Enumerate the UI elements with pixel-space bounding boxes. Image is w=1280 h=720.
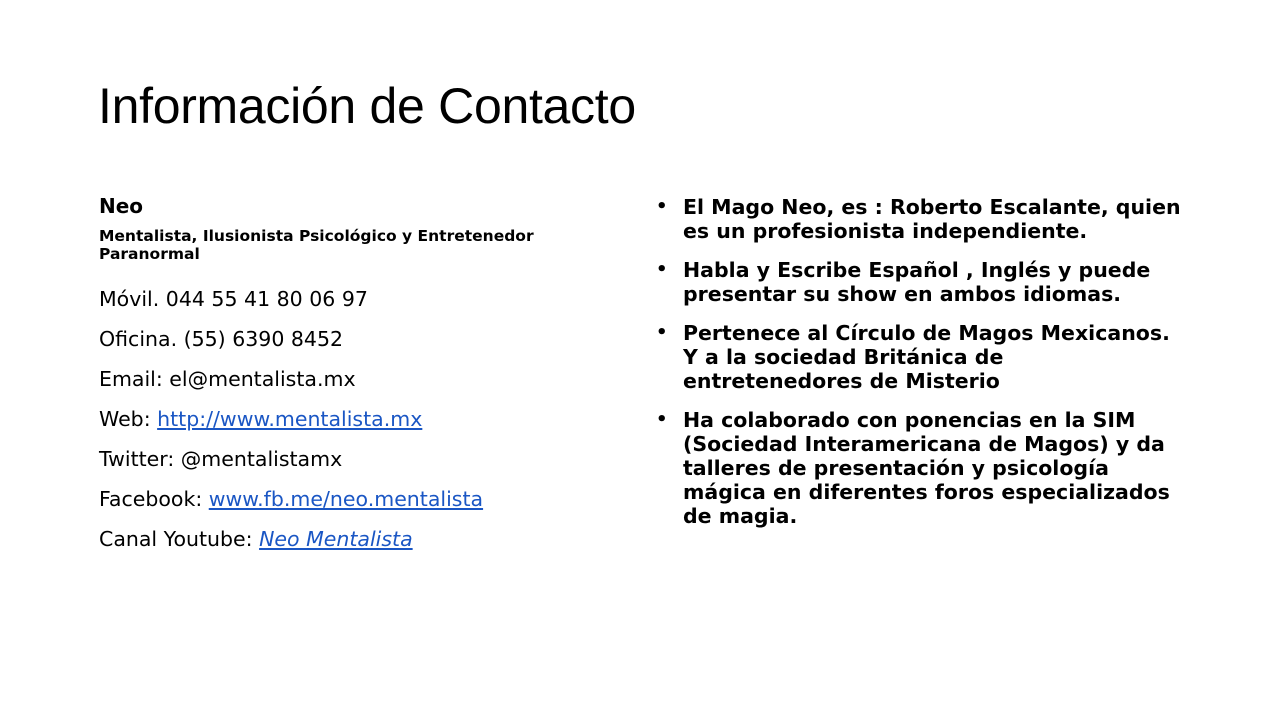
bullet-icon: •	[656, 196, 668, 217]
facebook-label: Facebook:	[99, 487, 209, 511]
contact-subtitle: Mentalista, Ilusionista Psicológico y Entretenedor Paranormal	[99, 227, 534, 263]
bio-text: El Mago Neo, es : Roberto Escalante, quien es un profesionista independiente.	[683, 195, 1181, 243]
slide-title: Información de Contacto	[98, 78, 636, 134]
bullet-icon: •	[656, 322, 668, 343]
bio-text: Pertenece al Círculo de Magos Mexicanos. Y a la sociedad Británica de entretenedores de Misterio	[683, 321, 1170, 393]
web-line	[99, 399, 619, 439]
youtube-link[interactable]: Neo Mentalista	[259, 527, 413, 551]
bio-list	[656, 195, 1186, 543]
facebook-link[interactable]: www.fb.me/neo.mentalista	[208, 487, 484, 511]
mobile-line: Móvil. 044 55 41 80 06 97	[99, 287, 368, 311]
bio-text: Ha colaborado con ponencias en la SIM (Sociedad Interamericana de Magos) y da talleres de presentación y psicología mágica en diferentes foros especializados de magia.	[683, 408, 1170, 528]
web-label: Web:	[99, 407, 158, 431]
bullet-icon: •	[656, 259, 668, 280]
contact-panel	[99, 192, 619, 559]
contact-name: Neo	[99, 194, 144, 218]
list-item	[656, 195, 1186, 243]
facebook-line	[99, 479, 619, 519]
bio-text: Habla y Escribe Español , Inglés y puede presentar su show en ambos idiomas.	[683, 258, 1151, 306]
office-line: Oficina. (55) 6390 8452	[99, 327, 344, 351]
bullet-icon: •	[656, 409, 668, 430]
web-link[interactable]: http://www.mentalista.mx	[157, 407, 423, 431]
email-line: Email: el@mentalista.mx	[99, 367, 356, 391]
list-item	[656, 321, 1186, 393]
list-item	[656, 258, 1186, 306]
list-item	[656, 408, 1186, 528]
youtube-line	[99, 519, 619, 559]
youtube-label: Canal Youtube:	[99, 527, 260, 551]
twitter-line: Twitter: @mentalistamx	[99, 447, 343, 471]
